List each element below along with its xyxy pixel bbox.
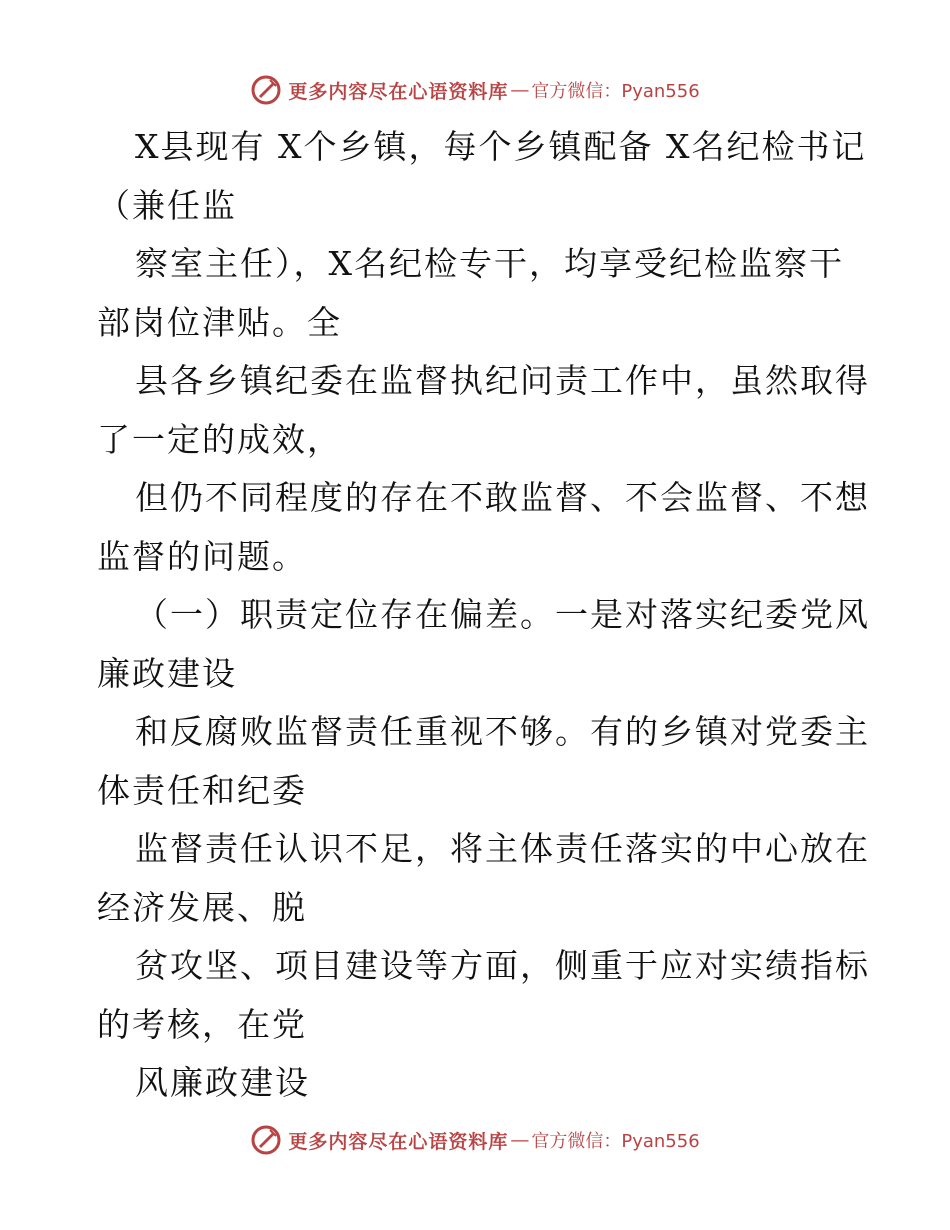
- text-line: 风廉政建设: [135, 1063, 310, 1102]
- text-line: 监督的问题。: [97, 536, 307, 576]
- text-line: 和反腐败监督责任重视不够。有的乡镇对党委主: [135, 712, 870, 751]
- text-line: 但仍不同程度的存在不敢监督、不会监督、不想: [135, 478, 870, 517]
- text-line: 廉政建设: [97, 653, 237, 693]
- text-line: 的考核，在党: [97, 1004, 307, 1044]
- quill-logo-icon: [250, 74, 282, 106]
- text-line: 县各乡镇纪委在监督执纪问责工作中，虽然取得: [135, 361, 870, 400]
- text-line: 部岗位津贴。全: [97, 302, 342, 342]
- quill-logo-icon: [250, 1124, 282, 1156]
- text-line: 经济发展、脱: [97, 887, 307, 927]
- banner-contact: 官方微信：Pyan556: [531, 1131, 700, 1152]
- text-line: 察室主任），X名纪检专干，均享受纪检监察干: [135, 244, 844, 283]
- text-line: X县现有 X个乡镇，每个乡镇配备 X名纪检书记: [135, 127, 867, 166]
- footer-banner: [0, 1120, 950, 1160]
- text-line: 贫攻坚、项目建设等方面，侧重于应对实绩指标: [135, 946, 870, 985]
- text-line: 体责任和纪委: [97, 770, 307, 810]
- document-body: [97, 118, 870, 1113]
- banner-separator: —: [510, 79, 530, 101]
- header-banner: [0, 70, 950, 110]
- text-line: 监督责任认识不足，将主体责任落实的中心放在: [135, 829, 870, 868]
- text-line: （兼任监: [97, 185, 237, 225]
- banner-title: 更多内容尽在心语资料库: [288, 1130, 509, 1153]
- banner-title: 更多内容尽在心语资料库: [288, 80, 509, 103]
- banner-separator: —: [510, 1129, 530, 1151]
- banner-contact: 官方微信：Pyan556: [531, 81, 700, 102]
- text-line: 了一定的成效，: [97, 419, 342, 459]
- text-line: （一）职责定位存在偏差。一是对落实纪委党风: [135, 595, 870, 634]
